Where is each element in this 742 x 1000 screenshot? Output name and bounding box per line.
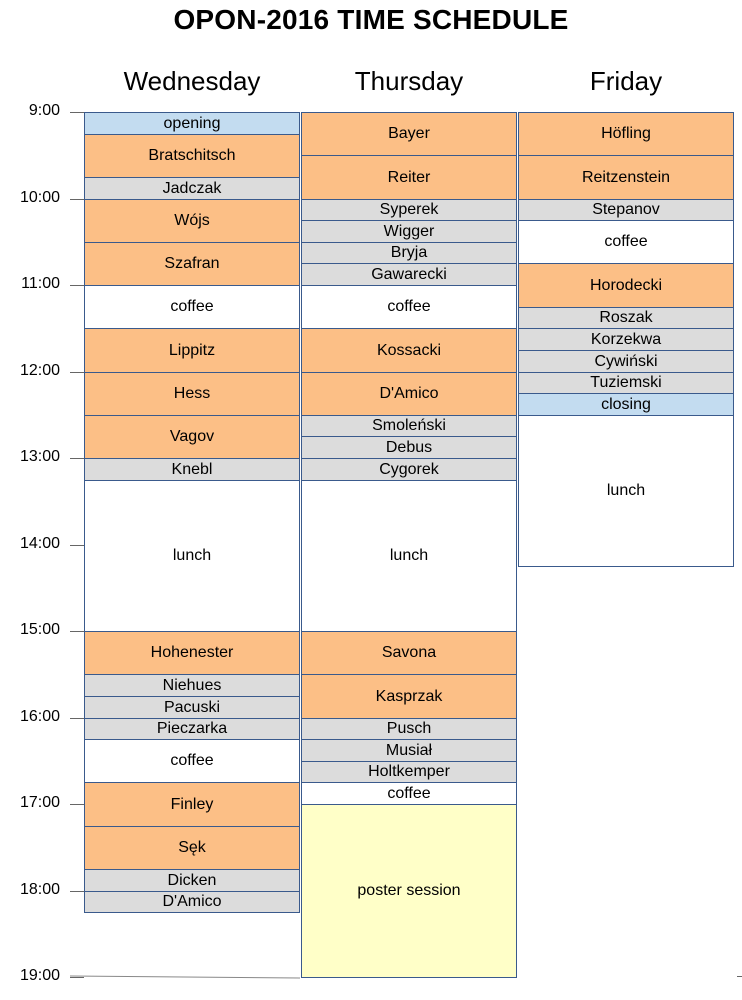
session-friday-roszak: Roszak: [518, 307, 734, 329]
session-thursday-poster-session: poster session: [301, 804, 517, 978]
time-tick: [70, 372, 84, 373]
day-header-thursday: Thursday: [354, 66, 464, 96]
session-wednesday-pieczarka: Pieczarka: [84, 718, 300, 740]
session-wednesday-pacuski: Pacuski: [84, 696, 300, 719]
time-label-13-00: 13:00: [19, 448, 60, 465]
session-thursday-lunch: lunch: [301, 480, 517, 632]
session-wednesday-bratschitsch: Bratschitsch: [84, 134, 300, 178]
session-wednesday-lunch: lunch: [84, 480, 300, 632]
time-label-19-00: 19:00: [19, 967, 60, 984]
session-thursday-coffee: coffee: [301, 285, 517, 329]
time-tick: [70, 458, 84, 459]
session-thursday-pusch: Pusch: [301, 718, 517, 740]
session-thursday-holtkemper: Holtkemper: [301, 761, 517, 783]
time-tick: [70, 804, 84, 805]
time-label-10-00: 10:00: [19, 188, 60, 206]
session-thursday-reiter: Reiter: [301, 155, 517, 200]
session-wednesday-niehues: Niehues: [84, 674, 300, 697]
session-friday-horodecki: Horodecki: [518, 263, 734, 308]
time-label-17-00: 17:00: [19, 794, 60, 811]
session-friday-hofling: Höfling: [518, 112, 734, 156]
session-thursday-bryja: Bryja: [301, 242, 517, 264]
session-friday-closing: closing: [518, 393, 734, 416]
session-thursday-bayer: Bayer: [301, 112, 517, 156]
session-friday-reitzenstein: Reitzenstein: [518, 155, 734, 200]
session-friday-lunch: lunch: [518, 415, 734, 567]
time-tick: [70, 112, 84, 113]
time-tick: [70, 977, 84, 978]
session-wednesday-hess: Hess: [84, 372, 300, 416]
session-thursday-kossacki: Kossacki: [301, 328, 517, 373]
day-header-friday: Friday: [589, 66, 663, 96]
session-wednesday-szafran: Szafran: [84, 242, 300, 286]
session-thursday-gawarecki: Gawarecki: [301, 263, 517, 286]
time-label-11-00: 11:00: [21, 275, 60, 292]
session-friday-coffee: coffee: [518, 220, 734, 264]
session-thursday-musia: Musiał: [301, 739, 517, 762]
session-thursday-coffee: coffee: [301, 782, 517, 805]
time-label-18-00: 18:00: [19, 880, 60, 898]
time-tick: [70, 545, 84, 546]
session-wednesday-coffee: coffee: [84, 285, 300, 329]
session-wednesday-opening: opening: [84, 112, 300, 135]
session-wednesday-hohenester: Hohenester: [84, 631, 300, 675]
time-label-16-00: 16:00: [19, 707, 60, 725]
session-friday-stepanov: Stepanov: [518, 199, 734, 221]
session-wednesday-jadczak: Jadczak: [84, 177, 300, 200]
session-wednesday-dicken: Dicken: [84, 869, 300, 892]
axis-edge-mark: [737, 976, 742, 977]
session-wednesday-wojs: Wójs: [84, 199, 300, 243]
time-tick: [70, 718, 84, 719]
session-thursday-wigger: Wigger: [301, 220, 517, 243]
session-wednesday-d-amico: D'Amico: [84, 891, 300, 913]
session-wednesday-knebl: Knebl: [84, 458, 300, 481]
time-tick: [70, 891, 84, 892]
session-wednesday-vagov: Vagov: [84, 415, 300, 459]
session-thursday-smolenski: Smoleński: [301, 415, 517, 437]
time-label-12-00: 12:00: [19, 361, 60, 379]
session-wednesday-lippitz: Lippitz: [84, 328, 300, 373]
session-thursday-debus: Debus: [301, 436, 517, 459]
session-wednesday-sek: Sęk: [84, 826, 300, 870]
session-thursday-kasprzak: Kasprzak: [301, 674, 517, 719]
session-friday-cywinski: Cywiński: [518, 350, 734, 373]
time-tick: [70, 199, 84, 200]
time-label-14-00: 14:00: [19, 534, 60, 552]
time-label-9-00: 9:00: [28, 102, 60, 119]
session-thursday-d-amico: D'Amico: [301, 372, 517, 416]
session-wednesday-coffee: coffee: [84, 739, 300, 783]
time-label-15-00: 15:00: [19, 621, 60, 638]
session-thursday-syperek: Syperek: [301, 199, 517, 221]
day-header-wednesday: Wednesday: [123, 66, 261, 96]
time-tick: [70, 631, 84, 632]
session-friday-tuziemski: Tuziemski: [518, 372, 734, 394]
schedule-title: OPON-2016 TIME SCHEDULE: [173, 4, 569, 35]
session-thursday-savona: Savona: [301, 631, 517, 675]
time-tick: [70, 285, 84, 286]
session-friday-korzekwa: Korzekwa: [518, 328, 734, 351]
session-wednesday-finley: Finley: [84, 782, 300, 827]
session-thursday-cygorek: Cygorek: [301, 458, 517, 481]
